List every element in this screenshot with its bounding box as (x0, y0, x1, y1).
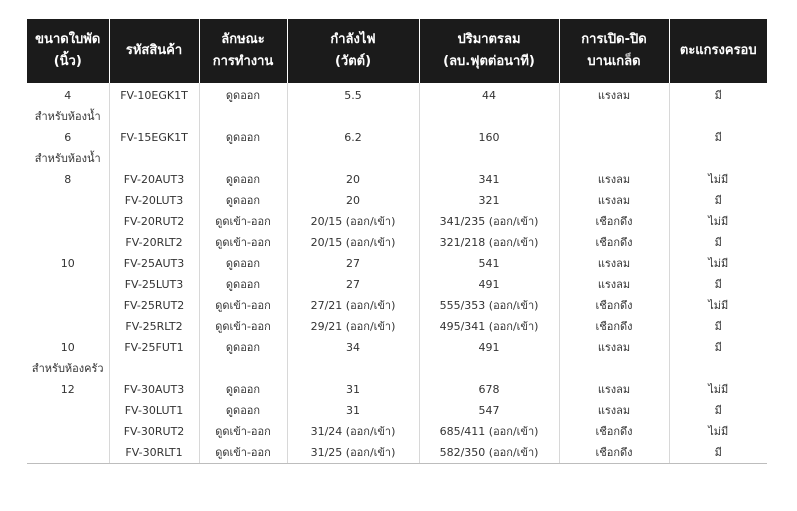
header-text: บานเกล็ด (587, 54, 641, 69)
cell-text: มี (714, 131, 722, 144)
shutter-cell (559, 379, 669, 400)
power-cell (287, 400, 419, 421)
cell-text: ดูดออก (225, 131, 261, 144)
model-code-cell (109, 295, 199, 316)
header-text: ลักษณะ (221, 32, 265, 47)
cell-text: ดูดเข้า-ออก (215, 299, 271, 312)
model-code-cell (109, 379, 199, 400)
cell-text: 4 (64, 89, 72, 102)
cell-text: FV-30RLT1 (125, 446, 183, 459)
operation-cell (199, 421, 287, 442)
table-body (27, 83, 767, 464)
cell-text: ไม่มี (708, 425, 729, 438)
blade-size-cell (27, 442, 109, 464)
blade-size-cell (27, 379, 109, 400)
cell-text: 678 (478, 383, 500, 396)
cell-text: สำหรับห้องน้ำ (34, 152, 101, 165)
cell-text: 20 (346, 194, 360, 207)
cell-text: 12 (60, 383, 75, 396)
operation-cell (199, 295, 287, 316)
cell-text: 34 (346, 341, 360, 354)
operation-cell (199, 253, 287, 274)
cell-text: FV-25LUT3 (124, 278, 184, 291)
cell-text: แรงลม (597, 341, 631, 354)
shutter-cell (559, 211, 669, 232)
operation-cell (199, 190, 287, 211)
cell-text: แรงลม (597, 173, 631, 186)
power-cell (287, 232, 419, 253)
cell-text: 20/15 (ออก/เข้า) (310, 215, 396, 228)
cell-text: ไม่มี (708, 173, 729, 186)
cell-text: 5.5 (344, 89, 362, 102)
blade-size-cell (27, 295, 109, 316)
operation-cell (199, 169, 287, 190)
cell-text: ดูดออก (225, 404, 261, 417)
table-row (27, 295, 767, 316)
airflow-cell (419, 169, 559, 190)
cell-text: 555/353 (ออก/เข้า) (439, 299, 539, 312)
cell-text: มี (714, 194, 722, 207)
shutter-cell (559, 421, 669, 442)
model-code-cell (109, 232, 199, 253)
table-row (27, 169, 767, 190)
power-cell (287, 337, 419, 379)
cell-text: 582/350 (ออก/เข้า) (439, 446, 539, 459)
airflow-cell (419, 316, 559, 337)
table-row (27, 316, 767, 337)
cell-text: 10 (60, 257, 75, 270)
shutter-cell (559, 400, 669, 421)
cell-text: 6.2 (344, 131, 362, 144)
model-code-cell (109, 274, 199, 295)
airflow-cell (419, 211, 559, 232)
cell-text: ดูดเข้า-ออก (215, 320, 271, 333)
cell-text: 491 (478, 278, 500, 291)
cell-text: 10 (60, 341, 75, 354)
shutter-cell (559, 316, 669, 337)
cell-text: เชือกดึง (595, 236, 633, 249)
shutter-cell (559, 442, 669, 464)
header-text: การทำงาน (212, 54, 274, 69)
shutter-cell (559, 127, 669, 169)
table-row (27, 127, 767, 169)
cell-text: 31 (346, 383, 360, 396)
grille-cell (669, 83, 767, 127)
cell-text: FV-25AUT3 (123, 257, 185, 270)
model-code-cell (109, 421, 199, 442)
airflow-cell (419, 400, 559, 421)
airflow-cell (419, 127, 559, 169)
model-code-cell (109, 337, 199, 379)
blade-size-cell (27, 83, 109, 127)
model-code-cell (109, 169, 199, 190)
grille-cell (669, 400, 767, 421)
table-row (27, 253, 767, 274)
model-code-cell (109, 190, 199, 211)
cell-text: มี (714, 446, 722, 459)
cell-text: มี (714, 341, 722, 354)
power-cell (287, 274, 419, 295)
cell-text: เชือกดึง (595, 425, 633, 438)
cell-text: ดูดเข้า-ออก (215, 215, 271, 228)
cell-text: มี (714, 236, 722, 249)
power-cell (287, 169, 419, 190)
cell-text: ดูดออก (225, 383, 261, 396)
cell-text: 321 (478, 194, 500, 207)
cell-text: FV-30AUT3 (123, 383, 185, 396)
shutter-cell (559, 232, 669, 253)
model-code-cell (109, 316, 199, 337)
table-row (27, 400, 767, 421)
cell-text: FV-30RUT2 (123, 425, 185, 438)
cell-text: 8 (64, 173, 72, 186)
operation-cell (199, 274, 287, 295)
cell-text: มี (714, 89, 722, 102)
cell-text: เชือกดึง (595, 446, 633, 459)
header-airflow (419, 19, 559, 83)
cell-text: แรงลม (597, 194, 631, 207)
cell-text: ดูดออก (225, 278, 261, 291)
blade-size-cell (27, 169, 109, 190)
cell-text: มี (714, 404, 722, 417)
header-text: ตะแกรงครอบ (679, 43, 757, 58)
grille-cell (669, 316, 767, 337)
cell-text: ดูดเข้า-ออก (215, 446, 271, 459)
cell-text: FV-20AUT3 (123, 173, 185, 186)
cell-text: ดูดเข้า-ออก (215, 236, 271, 249)
cell-text: สำหรับห้องน้ำ (34, 110, 101, 123)
header-row (27, 19, 767, 83)
header-operation (199, 19, 287, 83)
header-text: การเปิด-ปิด (581, 32, 647, 47)
power-cell (287, 127, 419, 169)
shutter-cell (559, 253, 669, 274)
cell-text: FV-20RUT2 (123, 215, 185, 228)
blade-size-cell (27, 127, 109, 169)
cell-text: แรงลม (597, 89, 631, 102)
blade-size-cell (27, 400, 109, 421)
grille-cell (669, 442, 767, 464)
header-text: กำลังไฟ (330, 32, 376, 47)
cell-text: ดูดออก (225, 173, 261, 186)
cell-text: 321/218 (ออก/เข้า) (439, 236, 539, 249)
table-row (27, 337, 767, 379)
cell-text: มี (714, 320, 722, 333)
cell-text: 27 (346, 257, 360, 270)
table-row (27, 211, 767, 232)
airflow-cell (419, 83, 559, 127)
shutter-cell (559, 190, 669, 211)
cell-text: ไม่มี (708, 215, 729, 228)
grille-cell (669, 232, 767, 253)
cell-text: แรงลม (597, 404, 631, 417)
operation-cell (199, 127, 287, 169)
spec-table (27, 19, 767, 464)
blade-size-cell (27, 316, 109, 337)
blade-size-cell (27, 190, 109, 211)
cell-text: ดูดเข้า-ออก (215, 425, 271, 438)
cell-text: แรงลม (597, 383, 631, 396)
airflow-cell (419, 274, 559, 295)
grille-cell (669, 190, 767, 211)
cell-text: FV-30LUT1 (124, 404, 184, 417)
blade-size-cell (27, 274, 109, 295)
cell-text: 547 (478, 404, 500, 417)
cell-text: FV-25RLT2 (125, 320, 183, 333)
grille-cell (669, 274, 767, 295)
header-text: (นิ้ว) (53, 54, 82, 69)
cell-text: FV-20LUT3 (124, 194, 184, 207)
header-power (287, 19, 419, 83)
cell-text: 29/21 (ออก/เข้า) (310, 320, 396, 333)
cell-text: ไม่มี (708, 299, 729, 312)
header-text: ขนาดใบพัด (35, 32, 101, 47)
header-text: ปริมาตรลม (457, 32, 521, 47)
model-code-cell (109, 211, 199, 232)
operation-cell (199, 316, 287, 337)
shutter-cell (559, 169, 669, 190)
model-code-cell (109, 83, 199, 127)
header-text: รหัสสินค้า (125, 43, 183, 58)
model-code-cell (109, 400, 199, 421)
cell-text: ดูดออก (225, 341, 261, 354)
cell-text: FV-15EGK1T (120, 131, 188, 144)
power-cell (287, 253, 419, 274)
airflow-cell (419, 190, 559, 211)
operation-cell (199, 83, 287, 127)
cell-text: 31 (346, 404, 360, 417)
cell-text: ดูดออก (225, 89, 261, 102)
cell-text: 20 (346, 173, 360, 186)
table-row (27, 83, 767, 127)
cell-text: 27 (346, 278, 360, 291)
table-row (27, 379, 767, 400)
power-cell (287, 295, 419, 316)
cell-text: FV-25FUT1 (124, 341, 184, 354)
cell-text: มี (714, 278, 722, 291)
cell-text: FV-20RLT2 (125, 236, 183, 249)
model-code-cell (109, 253, 199, 274)
operation-cell (199, 379, 287, 400)
cell-text: สำหรับห้องครัว (31, 362, 104, 375)
cell-text: 20/15 (ออก/เข้า) (310, 236, 396, 249)
blade-size-cell (27, 337, 109, 379)
cell-text: 31/24 (ออก/เข้า) (310, 425, 396, 438)
cell-text: 31/25 (ออก/เข้า) (310, 446, 396, 459)
table-row (27, 274, 767, 295)
header-blade-size (27, 19, 109, 83)
airflow-cell (419, 295, 559, 316)
cell-text: 495/341 (ออก/เข้า) (439, 320, 539, 333)
cell-text: ไม่มี (708, 257, 729, 270)
grille-cell (669, 379, 767, 400)
power-cell (287, 421, 419, 442)
grille-cell (669, 127, 767, 169)
cell-text: 27/21 (ออก/เข้า) (310, 299, 396, 312)
cell-text: 160 (478, 131, 500, 144)
shutter-cell (559, 295, 669, 316)
cell-text: 44 (482, 89, 496, 102)
operation-cell (199, 400, 287, 421)
operation-cell (199, 232, 287, 253)
operation-cell (199, 337, 287, 379)
model-code-cell (109, 127, 199, 169)
airflow-cell (419, 337, 559, 379)
cell-text: ไม่มี (708, 383, 729, 396)
cell-text: FV-10EGK1T (120, 89, 188, 102)
power-cell (287, 83, 419, 127)
cell-text: 6 (64, 131, 72, 144)
table-row (27, 232, 767, 253)
cell-text: 541 (478, 257, 500, 270)
header-shutter (559, 19, 669, 83)
header-grille (669, 19, 767, 83)
cell-text: ดูดออก (225, 257, 261, 270)
cell-text: เชือกดึง (595, 320, 633, 333)
grille-cell (669, 337, 767, 379)
header-text: (วัตต์) (334, 54, 372, 69)
grille-cell (669, 295, 767, 316)
grille-cell (669, 169, 767, 190)
table-row (27, 442, 767, 464)
power-cell (287, 379, 419, 400)
blade-size-cell (27, 421, 109, 442)
operation-cell (199, 211, 287, 232)
blade-size-cell (27, 253, 109, 274)
table-row (27, 421, 767, 442)
power-cell (287, 316, 419, 337)
cell-text: 341 (478, 173, 500, 186)
header-model-code (109, 19, 199, 83)
cell-text: 491 (478, 341, 500, 354)
power-cell (287, 442, 419, 464)
header-text: (ลบ.ฟุตต่อนาที) (443, 54, 535, 69)
shutter-cell (559, 274, 669, 295)
cell-text: เชือกดึง (595, 215, 633, 228)
airflow-cell (419, 232, 559, 253)
cell-text: FV-25RUT2 (123, 299, 185, 312)
operation-cell (199, 442, 287, 464)
shutter-cell (559, 337, 669, 379)
power-cell (287, 190, 419, 211)
airflow-cell (419, 442, 559, 464)
cell-text: แรงลม (597, 257, 631, 270)
grille-cell (669, 421, 767, 442)
power-cell (287, 211, 419, 232)
grille-cell (669, 211, 767, 232)
shutter-cell (559, 83, 669, 127)
airflow-cell (419, 379, 559, 400)
cell-text: เชือกดึง (595, 299, 633, 312)
cell-text: แรงลม (597, 278, 631, 291)
airflow-cell (419, 421, 559, 442)
blade-size-cell (27, 232, 109, 253)
cell-text: 341/235 (ออก/เข้า) (439, 215, 539, 228)
grille-cell (669, 253, 767, 274)
blade-size-cell (27, 211, 109, 232)
cell-text: ดูดออก (225, 194, 261, 207)
model-code-cell (109, 442, 199, 464)
table-row (27, 190, 767, 211)
airflow-cell (419, 253, 559, 274)
cell-text: 685/411 (ออก/เข้า) (439, 425, 539, 438)
